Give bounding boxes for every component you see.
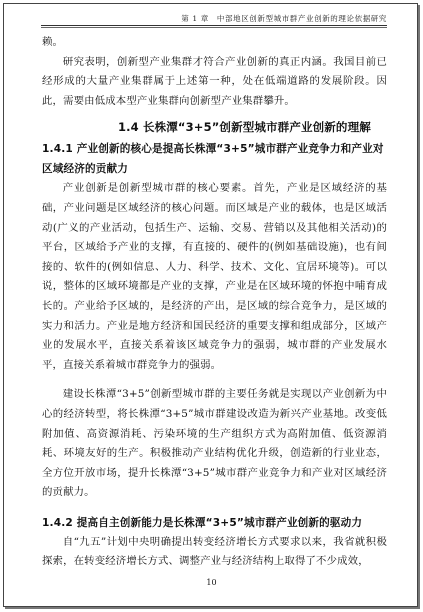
paragraph-research-findings: 研究表明，创新型产业集群才符合产业创新的真正内涵。我国目前已经形成的大量产业集群属于上述第一种，处在低端道路的发展阶段。因此，需要由低成本型产业集群向创新型产业集群攀升。 bbox=[42, 55, 387, 107]
paragraph-industry-innovation-core: 产业创新是创新型城市群的核心要素。首先，产业是区域经济的基础，产业问题是区域经济的核心问题。而区域是产业的载体，也是区域活动(广义的产业活动，包括生产、运输、交易、营销以及其他相关活动)的平台，区域给予产业的支撑，有直接的、硬件的(例如基础设施)，也有间接的、软件的(例如信息、人力、科学、技术、文化、宜居环境等)。可以说，整体的区域环境都是产业的支撑，产业是在区域环境的怀抱中哺育成长的。产业给予区域的，是经济的产出，是区域的综合竞争力，是区域的实力和活力。产业是地方经济和国民经济的重要支撑和组成部分，区域产业的发展水平，直接关系着该区域竞争力的强弱，城市群的产业发展水平，直接关系着城市群竞争力的强弱。 bbox=[42, 182, 387, 371]
subsection-heading-1-4-1: 1.4.1 产业创新的核心是提高长株潭“3+5”城市群产业竞争力和产业对区域经济的贡献力 bbox=[42, 143, 384, 176]
page-content bbox=[42, 33, 387, 572]
section-heading-1-4: 1.4 长株潭“3+5”创新型城市群产业创新的理解 bbox=[118, 120, 371, 135]
page-number: 10 bbox=[206, 578, 217, 587]
header-rule-thin bbox=[41, 27, 387, 28]
paragraph-ninth-five-year-plan: 自“九五”计划中央明确提出转变经济增长方式要求以来，我省就积极探索，在转变经济增长方式、调整产业与经济结构上取得了不少成效， bbox=[42, 535, 387, 568]
paragraph-construction-task: 建设长株潭“3+5”创新型城市群的主要任务就是实现以产业创新为中心的经济转型，将长株潭“3+5”城市群建设改造为新兴产业基地。改变低附加值、高资源消耗、污染环境的生产组织方式为高附加值、低资源消耗、环境友好的生产。积极推动产业结构优化升级，创造新的行业业态，全方位开放市场，提升长株潭“3+5”城市群产业竞争力和产业对区域经济的贡献力。 bbox=[42, 388, 387, 499]
subsection-heading-1-4-2: 1.4.2 提高自主创新能力是长株潭“3+5”城市群产业创新的驱动力 bbox=[42, 516, 363, 529]
paragraph-continued: 赖。 bbox=[42, 36, 64, 48]
header-rule bbox=[41, 25, 387, 26]
running-header: 第 1 章 中部地区创新型城市群产业创新的理论依据研究 bbox=[181, 14, 387, 23]
